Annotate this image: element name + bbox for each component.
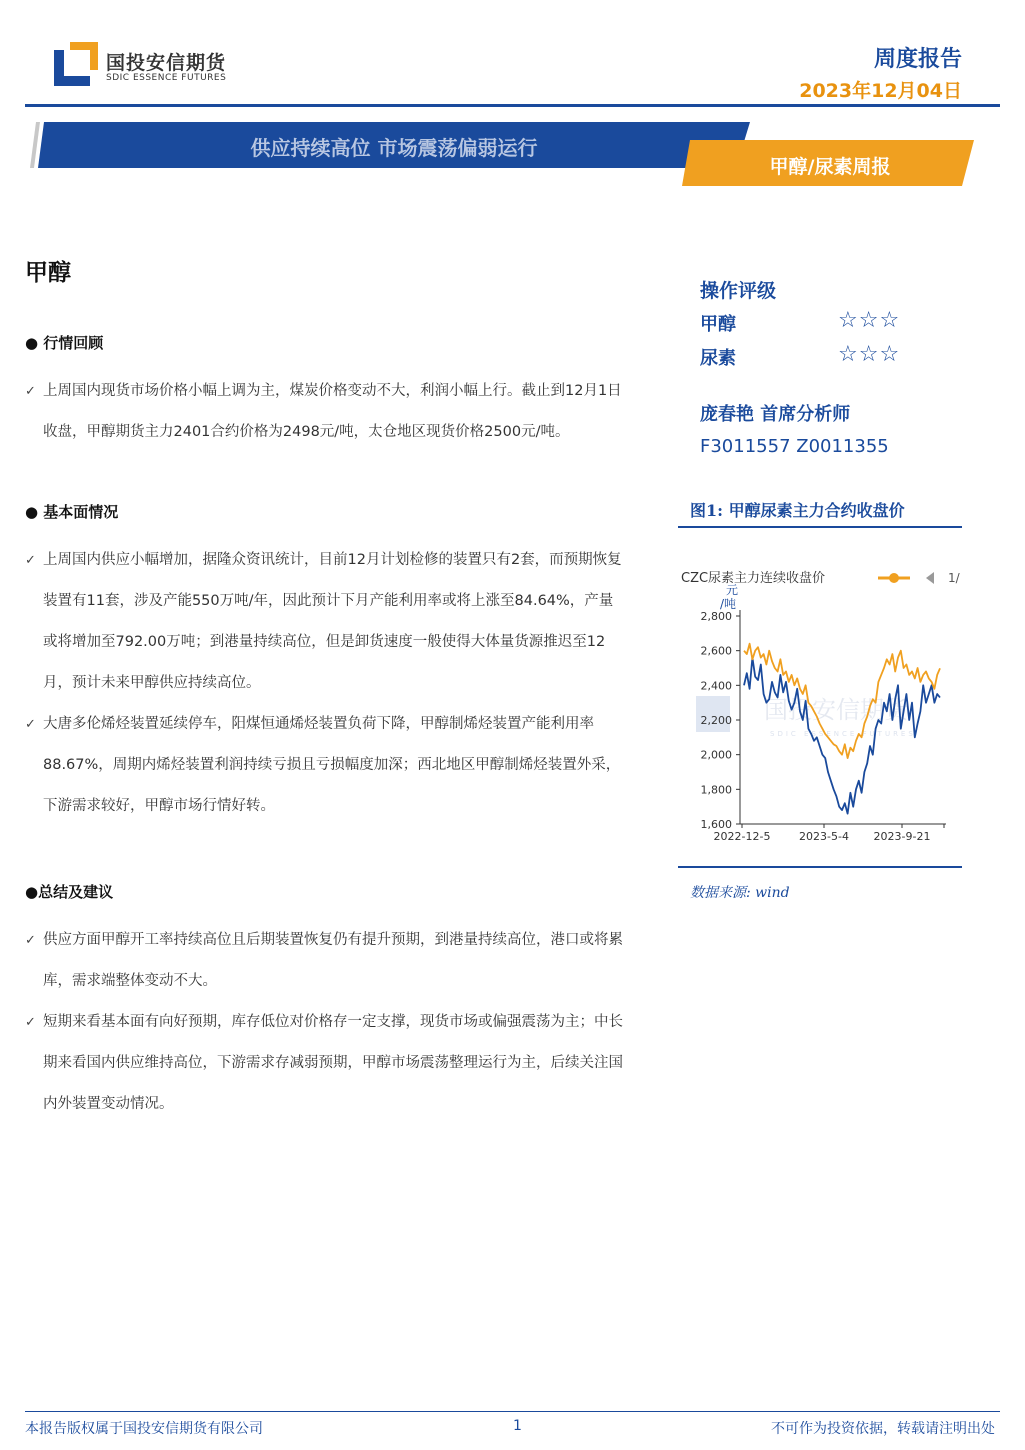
rating-heading: 操作评级 [700, 280, 777, 302]
figure-title: 图1: 甲醇尿素主力合约收盘价 [690, 501, 905, 520]
rating-row-methanol [700, 310, 920, 336]
check-icon: ✓ [25, 933, 36, 948]
logo-text-cn: 国投安信期货 [106, 52, 227, 74]
rating-stars-icon: ☆☆☆ [838, 308, 901, 333]
report-date: 2023年12月04日 [799, 80, 962, 102]
report-type: 周度报告 [873, 47, 962, 72]
watermark-text: 国投安信期货 [764, 696, 908, 724]
y-tick-label: 2,200 [700, 714, 732, 727]
y-tick-label: 2,000 [700, 748, 732, 762]
y-tick-label: 2,400 [700, 679, 732, 693]
rating-row-urea [700, 344, 920, 370]
footer-disclaimer: 不可作为投资依据，转载请注明出处 [771, 1421, 995, 1437]
figure-divider [678, 526, 962, 528]
paragraph-text: 大唐多伦烯烃装置延续停车，阳煤恒通烯烃装置负荷下降，甲醇制烯烃装置产能利用率88.67%，周期内烯烃装置利润持续亏损且亏损幅度加深；西北地区甲醇制烯烃装置外采，下游需求较好，甲醇市场行情好转。 [43, 716, 621, 814]
legend-page: 1/ [948, 571, 960, 585]
paragraph [25, 920, 625, 1002]
banner-tag: 甲醇/尿素周报 [769, 156, 891, 178]
paragraph-text: 短期来看基本面有向好预期，库存低位对价格存一定支撑，现货市场或偏强震荡为主；中长期来看国内供应维持高位，下游需求存减弱预期，甲醇市场震荡整理运行为主，后续关注国内外装置变动情况。 [43, 1014, 623, 1112]
x-tick-label: 2022-12-5 [713, 830, 771, 840]
subsection-heading-fundamentals: ● 基本面情况 [25, 503, 119, 521]
footer-copyright: 本报告版权属于国投安信期货有限公司 [25, 1421, 263, 1437]
y-tick-label: 2,800 [700, 610, 732, 623]
check-icon: ✓ [25, 553, 36, 568]
banner-title: 供应持续高位 市场震荡偏弱运行 [250, 136, 538, 160]
paragraph [25, 371, 625, 453]
y-axis-unit-label: 元 [726, 583, 739, 597]
analyst-name: 庞春艳 首席分析师 [700, 404, 851, 425]
footer-divider [25, 1411, 1000, 1412]
check-icon: ✓ [25, 717, 36, 732]
paragraph [25, 1002, 625, 1125]
data-source: 数据来源: wind [690, 885, 790, 901]
subsection-heading-summary: ●总结及建议 [25, 883, 114, 901]
chart-series [744, 644, 940, 814]
rating-name: 尿素 [700, 348, 736, 369]
price-chart [678, 558, 968, 840]
paragraph-text: 上周国内供应小幅增加，据隆众资讯统计，目前12月计划检修的装置只有2套，而预期恢复装置有11套，涉及产能550万吨/年，因此预计下月产能利用率或将上涨至84.64%，产量或将增加至792.00万吨；到港量持续高位，但是卸货速度一般使得大体量货源推迟至12月，预计未来甲醇供应持续高位。 [43, 552, 622, 691]
y-tick-label: 2,600 [700, 644, 732, 658]
main-content [25, 330, 625, 1125]
paragraph-text: 上周国内现货市场价格小幅上调为主，煤炭价格变动不大，利润小幅上行。截止到12月1日收盘，甲醇期货主力2401合约价格为2498元/吨，太仓地区现货价格2500元/吨。 [43, 383, 622, 440]
legend-marker-icon [889, 573, 899, 583]
subsection-heading-review: ● 行情回顾 [25, 334, 104, 352]
check-icon: ✓ [25, 1015, 36, 1030]
chart-axes [701, 610, 947, 840]
y-axis-unit-label: /吨 [720, 597, 737, 611]
x-tick-label: 2023-9-21 [873, 830, 931, 840]
figure-bottom-divider [678, 866, 962, 868]
chart-legend-text: CZC尿素主力连续收盘价 [681, 571, 826, 586]
legend-prev-icon[interactable] [926, 572, 934, 584]
x-tick-label: 2023-5-4 [799, 830, 849, 840]
check-icon: ✓ [25, 384, 36, 399]
paragraph-text: 供应方面甲醇开工率持续高位且后期装置恢复仍有提升预期，到港量持续高位，港口或将累库，需求端整体变动不大。 [43, 932, 623, 989]
watermark-text-en: SDIC ESSENCE FUTURES [770, 730, 916, 738]
rating-name: 甲醇 [700, 314, 736, 335]
rating-stars-icon: ☆☆☆ [838, 342, 901, 367]
page-number: 1 [513, 1418, 522, 1434]
y-axis-label [720, 583, 738, 611]
analyst-ids: F3011557 Z0011355 [700, 436, 889, 457]
y-tick-label: 1,800 [700, 783, 732, 797]
paragraph [25, 704, 625, 827]
paragraph [25, 540, 625, 704]
y-tick-label: 1,600 [700, 818, 732, 831]
section-title: 甲醇 [25, 260, 71, 286]
logo-text-en: SDIC ESSENCE FUTURES [106, 73, 227, 83]
